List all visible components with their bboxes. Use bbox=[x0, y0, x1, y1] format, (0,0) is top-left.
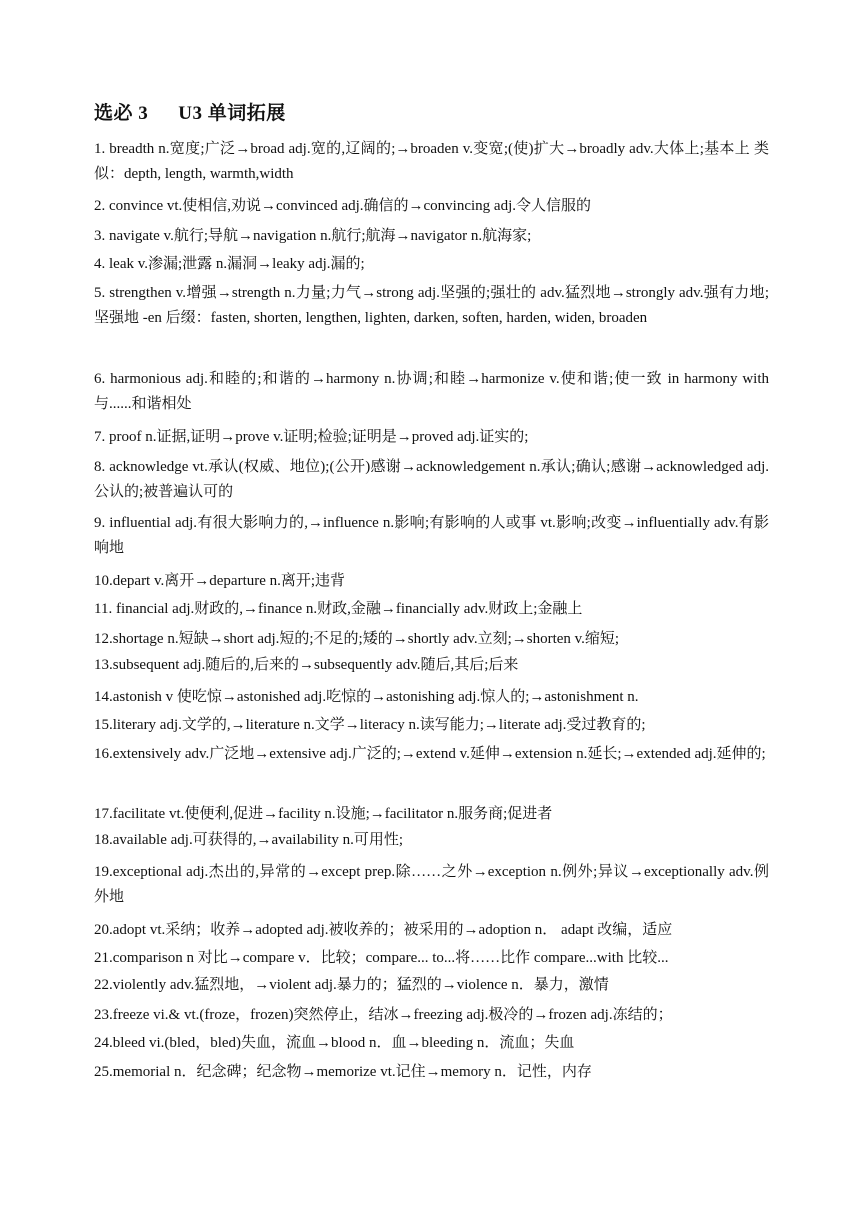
vocab-entry-19: 19.exceptional adj.杰出的,异常的→except prep.除……之外→exception n.例外;异议→exceptionally adv.例外地 bbox=[94, 864, 769, 905]
vocab-entry-18: 18.available adj.可获得的,→availability n.可用性; bbox=[94, 832, 404, 848]
vocab-entry-15: 15.literary adj.文学的,→literature n.文学→literacy n.读写能力;→literate adj.受过教育的; bbox=[94, 717, 646, 733]
vocab-entry-2: 2. convince vt.使相信,劝说→convinced adj.确信的→convincing adj.令人信服的 bbox=[94, 198, 592, 214]
vocab-entry-23: 23.freeze vi.& vt.(froze，frozen)突然停止，结冰→freezing adj.极冷的→frozen adj.冻结的； bbox=[94, 1007, 673, 1023]
vocab-entry-9: 9. influential adj.有很大影响力的,→influence n.影响;有影响的人或事 vt.影响;改变→influentially adv.有影响地 bbox=[94, 515, 769, 556]
vocab-entry-22: 22.violently adv.猛烈地，→violent adj.暴力的；猛烈的→violence n．暴力，激情 bbox=[94, 977, 609, 993]
page-title bbox=[94, 98, 286, 125]
vocab-entry-21: 21.comparison n 对比→compare v．比较；compare... to...将……比作 compare...with 比较... bbox=[94, 950, 669, 966]
vocab-entry-3: 3. navigate v.航行;导航→navigation n.航行;航海→navigator n.航海家; bbox=[94, 228, 532, 244]
vocab-entry-1: 1. breadth n.宽度;广泛→broad adj.宽的,辽阔的;→broaden v.变宽;(使)扩大→broadly adv.大体上;基本上 类似：depth, length, warmth,width bbox=[94, 141, 769, 182]
vocab-entry-16: 16.extensively adv.广泛地→extensive adj.广泛的;→extend v.延伸→extension n.延长;→extended adj.延伸的; bbox=[94, 746, 766, 762]
vocab-entry-25: 25.memorial n．纪念碑；纪念物→memorize vt.记住→memory n．记性，内存 bbox=[94, 1064, 592, 1080]
vocab-entry-10: 10.depart v.离开→departure n.离开;违背 bbox=[94, 573, 346, 589]
vocab-entry-5: 5. strengthen v.增强→strength n.力量;力气→strong adj.坚强的;强壮的 adv.猛烈地→strongly adv.强有力地;坚强地 -en 后缀：fasten, shorten, lengthen, lighten, darken, soften, harden, widen, broaden bbox=[94, 285, 769, 326]
vocab-entry-13: 13.subsequent adj.随后的,后来的→subsequently adv.随后,其后;后来 bbox=[94, 657, 519, 673]
vocab-entry-20: 20.adopt vt.采纳；收养→adopted adj.被收养的；被采用的→adoption n． adapt 改编，适应 bbox=[94, 922, 673, 938]
vocab-entry-14: 14.astonish v 使吃惊→astonished adj.吃惊的→astonishing adj.惊人的;→astonishment n. bbox=[94, 689, 639, 705]
vocab-entry-7: 7. proof n.证据,证明→prove v.证明;检验;证明是→proved adj.证实的; bbox=[94, 429, 529, 445]
title-unit: U3 单词拓展 bbox=[178, 103, 286, 124]
vocab-entry-8: 8. acknowledge vt.承认(权威、地位);(公开)感谢→acknowledgement n.承认;确认;感谢→acknowledged adj.公认的;被普遍认可的 bbox=[94, 459, 769, 500]
vocab-entry-4: 4. leak v.渗漏;泄露 n.漏洞→leaky adj.漏的; bbox=[94, 256, 365, 272]
title-book: 选必 3 bbox=[94, 103, 149, 124]
vocab-entry-6: 6. harmonious adj.和睦的;和谐的→harmony n.协调;和睦→harmonize v.使和谐;使一致 in harmony with 与......和谐相处 bbox=[94, 371, 769, 412]
vocab-entry-17: 17.facilitate vt.使便利,促进→facility n.设施;→facilitator n.服务商;促进者 bbox=[94, 806, 553, 822]
vocab-entry-11: 11. financial adj.财政的,→finance n.财政,金融→financially adv.财政上;金融上 bbox=[94, 601, 583, 617]
vocab-entry-24: 24.bleed vi.(bled，bled)失血，流血→blood n．血→bleeding n．流血；失血 bbox=[94, 1035, 575, 1051]
vocab-entry-12: 12.shortage n.短缺→short adj.短的;不足的;矮的→shortly adv.立刻;→shorten v.缩短; bbox=[94, 631, 620, 647]
